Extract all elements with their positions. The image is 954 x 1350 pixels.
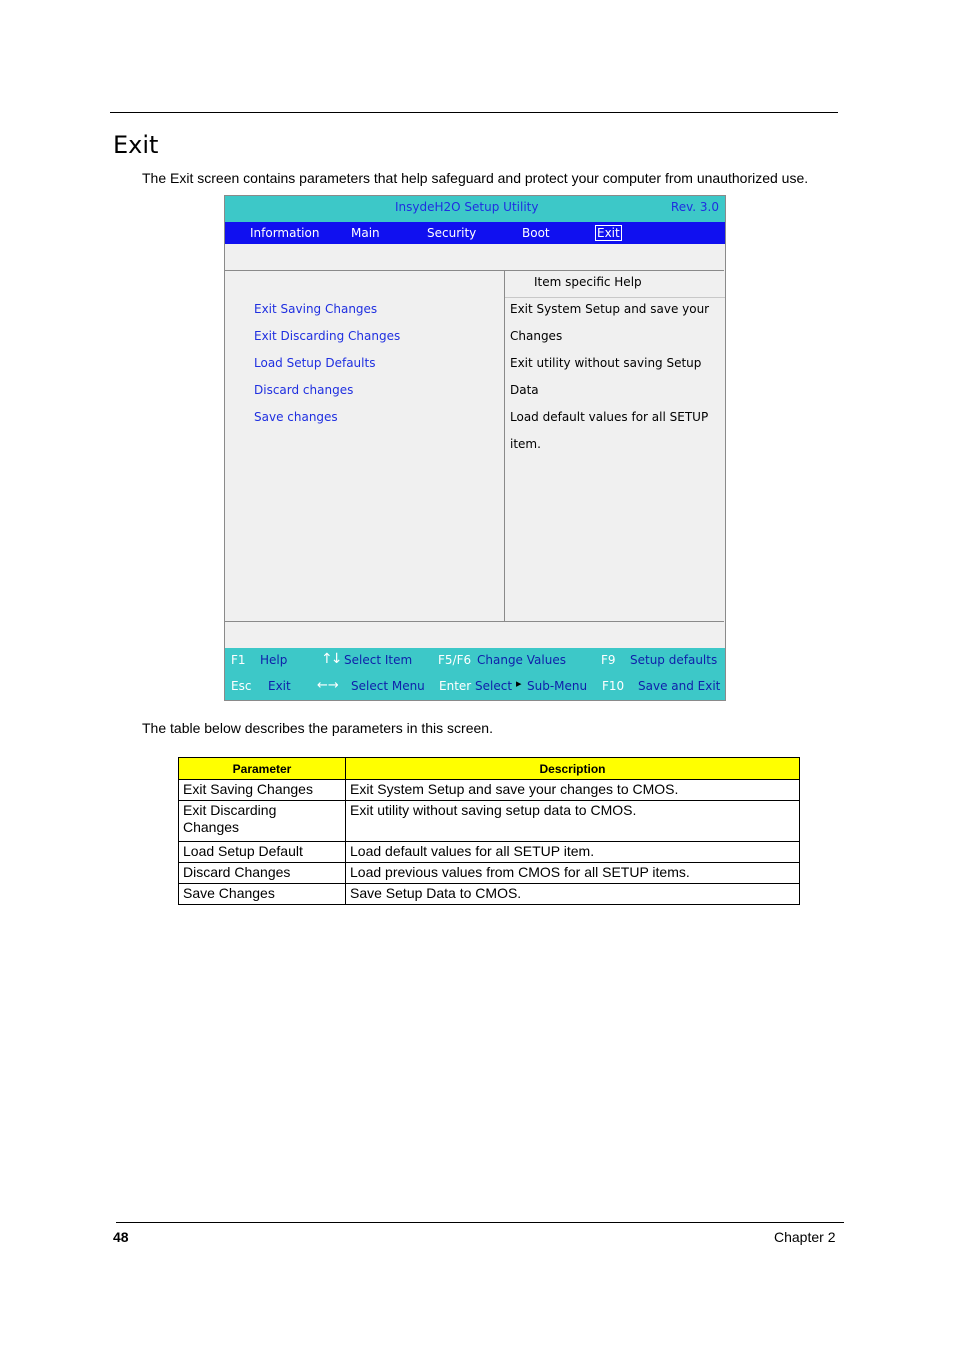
help-line: Changes [510, 329, 563, 343]
header-parameter: Parameter [179, 758, 346, 780]
bios-title-bar [225, 196, 725, 222]
table-intro: The table below describes the parameters in this screen. [142, 720, 493, 736]
item-exit-discarding-changes[interactable]: Exit Discarding Changes [254, 329, 401, 343]
param-description: Load previous values from CMOS for all SETUP items. [346, 863, 800, 884]
table-row [179, 801, 800, 842]
help-line: Exit System Setup and save your [510, 302, 710, 316]
table-row [179, 884, 800, 905]
help-header-text: Item specific Help [534, 275, 642, 289]
help-line: item. [510, 437, 541, 451]
param-description: Exit System Setup and save your changes to CMOS. [346, 780, 800, 801]
key-enter-select-label: Select [475, 679, 513, 693]
item-load-setup-defaults[interactable]: Load Setup Defaults [254, 356, 376, 370]
bios-help-pane [505, 271, 725, 621]
key-f1-label: Help [260, 653, 288, 667]
help-line: Data [510, 383, 539, 397]
key-select-menu-label: Select Menu [351, 679, 425, 693]
table-row [179, 863, 800, 884]
table-row [179, 780, 800, 801]
key-submenu-label: Sub-Menu [527, 679, 588, 693]
footer-rule [116, 1222, 844, 1223]
item-save-changes[interactable]: Save changes [254, 410, 338, 424]
key-f10: F10 [602, 679, 625, 693]
parameter-table [178, 757, 800, 905]
table-row [179, 842, 800, 863]
menu-tab-exit[interactable]: Exit [597, 226, 620, 240]
up-down-arrows-icon: ↑↓ [321, 651, 341, 667]
key-f1: F1 [231, 653, 246, 667]
page-title: Exit [113, 131, 159, 159]
menu-tab-information[interactable]: Information [250, 226, 320, 240]
bios-item-list [225, 271, 505, 621]
key-f10-label: Save and Exit [638, 679, 721, 693]
chapter-label: Chapter 2 [774, 1229, 836, 1245]
help-header [505, 271, 725, 298]
param-description: Save Setup Data to CMOS. [346, 884, 800, 905]
page-number: 48 [113, 1229, 129, 1245]
table-header-row [179, 758, 800, 780]
param-name: Exit Saving Changes [179, 780, 346, 801]
bios-blank-bar [225, 244, 724, 271]
bios-screenshot [224, 195, 726, 701]
param-name: Exit Discarding Changes [179, 801, 346, 842]
bios-title: InsydeH2O Setup Utility [395, 200, 539, 214]
param-description: Exit utility without saving setup data to CMOS. [346, 801, 800, 842]
key-select-item-label: Select Item [344, 653, 413, 667]
menu-tab-main[interactable]: Main [351, 226, 380, 240]
help-line: Load default values for all SETUP [510, 410, 709, 424]
submenu-arrow-icon: ▸ [516, 677, 522, 690]
bios-key-legend [225, 648, 725, 700]
key-esc: Esc [231, 679, 252, 693]
header-description: Description [346, 758, 800, 780]
intro-paragraph: The Exit screen contains parameters that help safeguard and protect your computer from unauthorized use. [142, 170, 809, 186]
param-name: Discard Changes [179, 863, 346, 884]
menu-tab-boot[interactable]: Boot [522, 226, 550, 240]
item-exit-saving-changes[interactable]: Exit Saving Changes [254, 302, 378, 316]
param-description: Load default values for all SETUP item. [346, 842, 800, 863]
bios-menu-bar [225, 222, 725, 244]
key-esc-label: Exit [268, 679, 291, 693]
top-rule [110, 112, 838, 113]
key-change-values-label: Change Values [477, 653, 566, 667]
bios-status-bar [225, 621, 724, 649]
key-f5-f6: F5/F6 [438, 653, 472, 667]
menu-tab-security[interactable]: Security [427, 226, 477, 240]
param-name: Save Changes [179, 884, 346, 905]
left-right-arrows-icon: ←→ [317, 678, 339, 693]
key-f9: F9 [601, 653, 616, 667]
bios-revision: Rev. 3.0 [670, 200, 719, 214]
key-enter: Enter [439, 679, 472, 693]
param-name: Load Setup Default [179, 842, 346, 863]
help-line: Exit utility without saving Setup [510, 356, 702, 370]
item-discard-changes[interactable]: Discard changes [254, 383, 354, 397]
key-f9-label: Setup defaults [630, 653, 718, 667]
